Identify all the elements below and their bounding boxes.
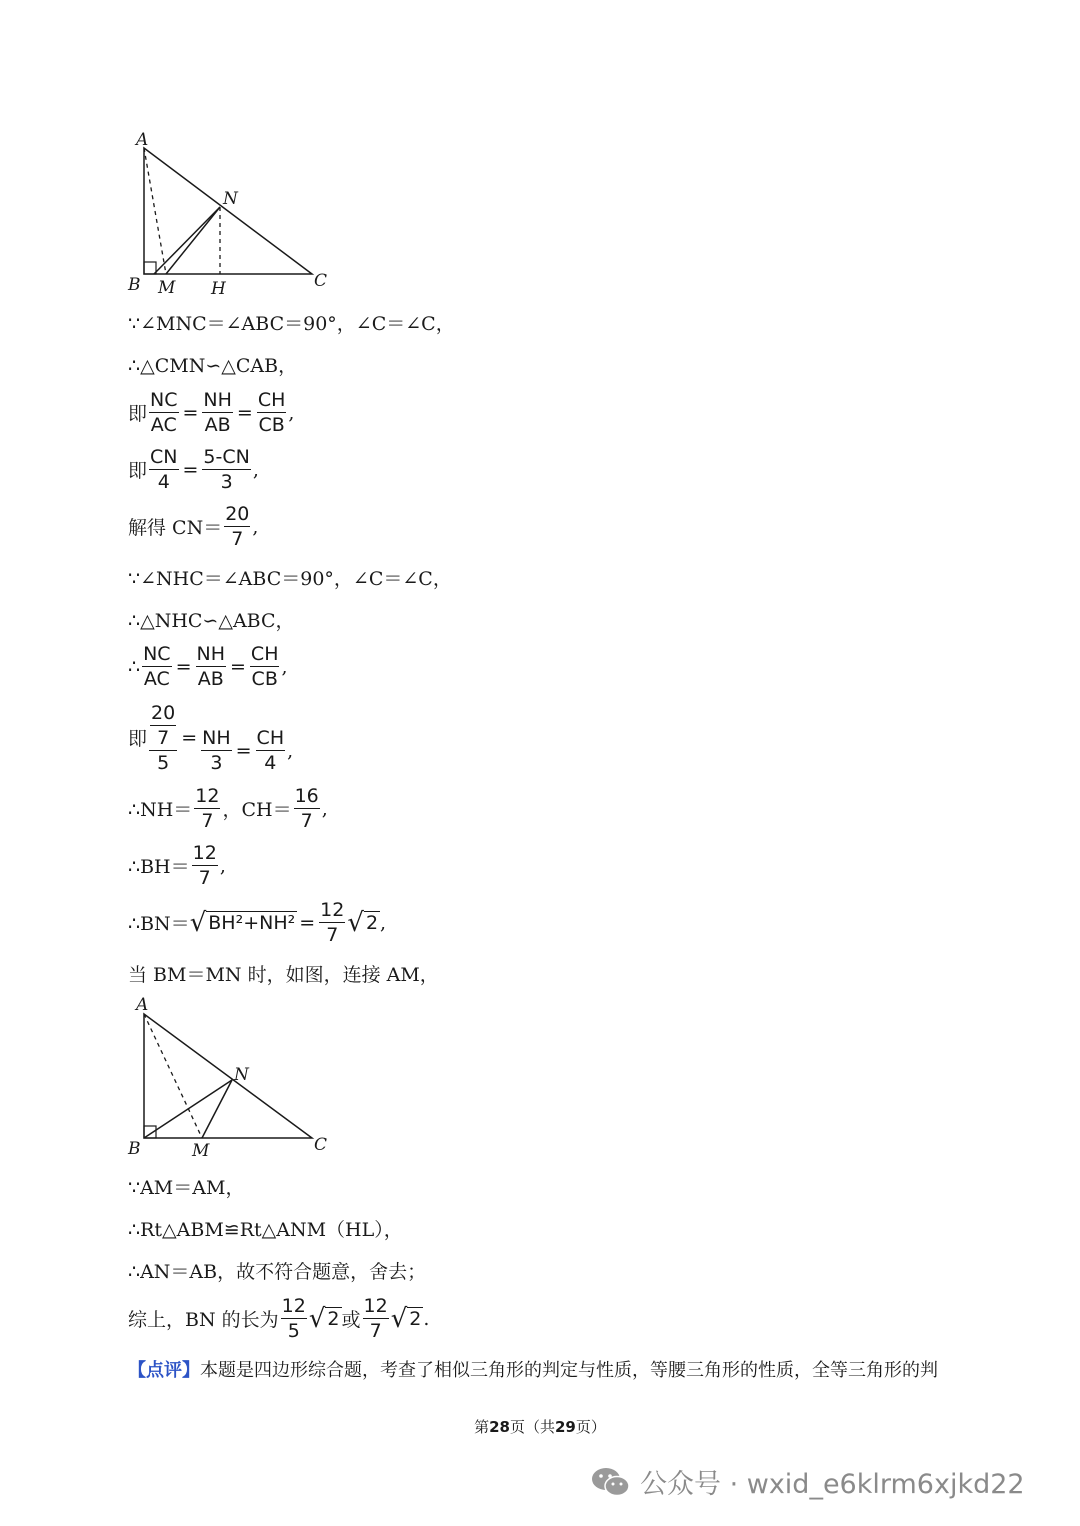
fraction: $\frac{20}{7}$ <box>225 503 250 550</box>
label-M: M <box>158 278 176 298</box>
line-12: ∴BN＝ √ BH²+NH² = $\frac{12}{7}$ √ 2 , <box>128 899 387 946</box>
line-5: 解得 CN＝ $\frac{20}{7}$ , <box>128 503 259 550</box>
square-root: √ 2 <box>347 907 379 938</box>
fraction: $\frac{16}{7}$ <box>294 785 319 832</box>
line-4: 即 $\frac{CN}{4}$ = $\frac{5-CN}{3}$ , <box>128 446 259 493</box>
fraction: $\frac{NC}{AC}$ <box>143 643 171 690</box>
fraction: $\frac{12}{7}$ <box>320 899 345 946</box>
fraction: $\frac{CH}{CB}$ <box>250 643 279 690</box>
fraction: $\frac{12}{5}$ <box>281 1295 306 1342</box>
watermark-text: 公众号 · wxid_e6klrm6xjkd22 <box>640 1469 1025 1500</box>
label-H: H <box>211 279 226 299</box>
fraction: $\frac{CH}{4}$ <box>256 727 285 774</box>
line-8: ∴ $\frac{NC}{AC}$ = $\frac{NH}{AB}$ = $\frac{CH}{CB}$ , <box>128 643 288 690</box>
figure-1 <box>120 128 350 300</box>
label-B: B <box>128 1139 141 1159</box>
review-comment <box>128 1356 938 1382</box>
figure-2 <box>120 994 350 1166</box>
fraction: $\frac{5-CN}{3}$ <box>203 446 250 493</box>
line-7: ∴△NHC∽△ABC， <box>128 610 295 632</box>
label-A: A <box>136 995 149 1015</box>
fraction: $\frac{NC}{AC}$ <box>150 389 178 436</box>
line-16: ∴AN＝AB，故不符合题意，舍去； <box>128 1261 427 1283</box>
label-N: N <box>234 1065 249 1085</box>
line-11: ∴BH＝ $\frac{12}{7}$ , <box>128 842 226 889</box>
square-root: √ 2 <box>390 1303 422 1334</box>
fraction: $\frac{12}{7}$ <box>363 1295 388 1342</box>
total-pages: 29 <box>555 1418 576 1436</box>
wechat-icon <box>590 1465 632 1499</box>
label-C: C <box>314 1135 328 1155</box>
line-17: 综上，BN 的长为 $\frac{12}{5}$ √ 2 或 $\frac{12}{7}$ √ 2 . <box>128 1295 430 1342</box>
fraction: $\frac{CH}{CB}$ <box>257 389 286 436</box>
label-M: M <box>192 1141 210 1161</box>
line-9: 即 $\frac{\frac{20}{7}}{5}$ = $\frac{NH}{3}$ = $\frac{CH}{4}$ , <box>128 701 294 774</box>
fraction: $\frac{NH}{3}$ <box>202 727 231 774</box>
fraction: $\frac{NH}{AB}$ <box>196 643 225 690</box>
current-page: 28 <box>489 1418 510 1436</box>
fraction: $\frac{12}{7}$ <box>192 842 217 889</box>
label-N: N <box>223 189 238 209</box>
line-2: ∴△CMN∽△CAB， <box>128 355 298 377</box>
fraction: $\frac{CN}{4}$ <box>150 446 178 493</box>
watermark <box>590 1462 1025 1501</box>
line-10: ∴NH＝ $\frac{12}{7}$ ，CH＝ $\frac{16}{7}$ , <box>128 785 328 832</box>
prefix: 即 <box>128 403 148 425</box>
page-footer: 第28页（共29页） <box>474 1418 606 1436</box>
line-3: 即 $\frac{NC}{AC}$ = $\frac{NH}{AB}$ = $\frac{CH}{CB}$ , <box>128 389 295 436</box>
review-text: 本题是四边形综合题，考查了相似三角形的判定与性质，等腰三角形的性质，全等三角形的判 <box>200 1360 938 1381</box>
label-C: C <box>314 271 328 291</box>
label-B: B <box>128 275 141 295</box>
complex-fraction: $\frac{\frac{20}{7}}{5}$ <box>151 701 176 774</box>
label-A: A <box>136 130 149 150</box>
square-root: √ 2 <box>308 1303 340 1334</box>
fraction: $\frac{NH}{AB}$ <box>203 389 232 436</box>
line-13: 当 BM＝MN 时，如图，连接 AM， <box>128 964 439 986</box>
fraction: $\frac{12}{7}$ <box>195 785 220 832</box>
square-root: √ BH²+NH² <box>189 907 296 938</box>
line-14: ∵AM＝AM， <box>128 1177 245 1199</box>
line-15: ∴Rt△ABM≌Rt△ANM（HL）， <box>128 1219 403 1241</box>
review-tag: 【点评】 <box>128 1360 200 1381</box>
line-1: ∵∠MNC＝∠ABC＝90°，∠C＝∠C， <box>128 313 455 335</box>
line-6: ∵∠NHC＝∠ABC＝90°，∠C＝∠C， <box>128 568 452 590</box>
